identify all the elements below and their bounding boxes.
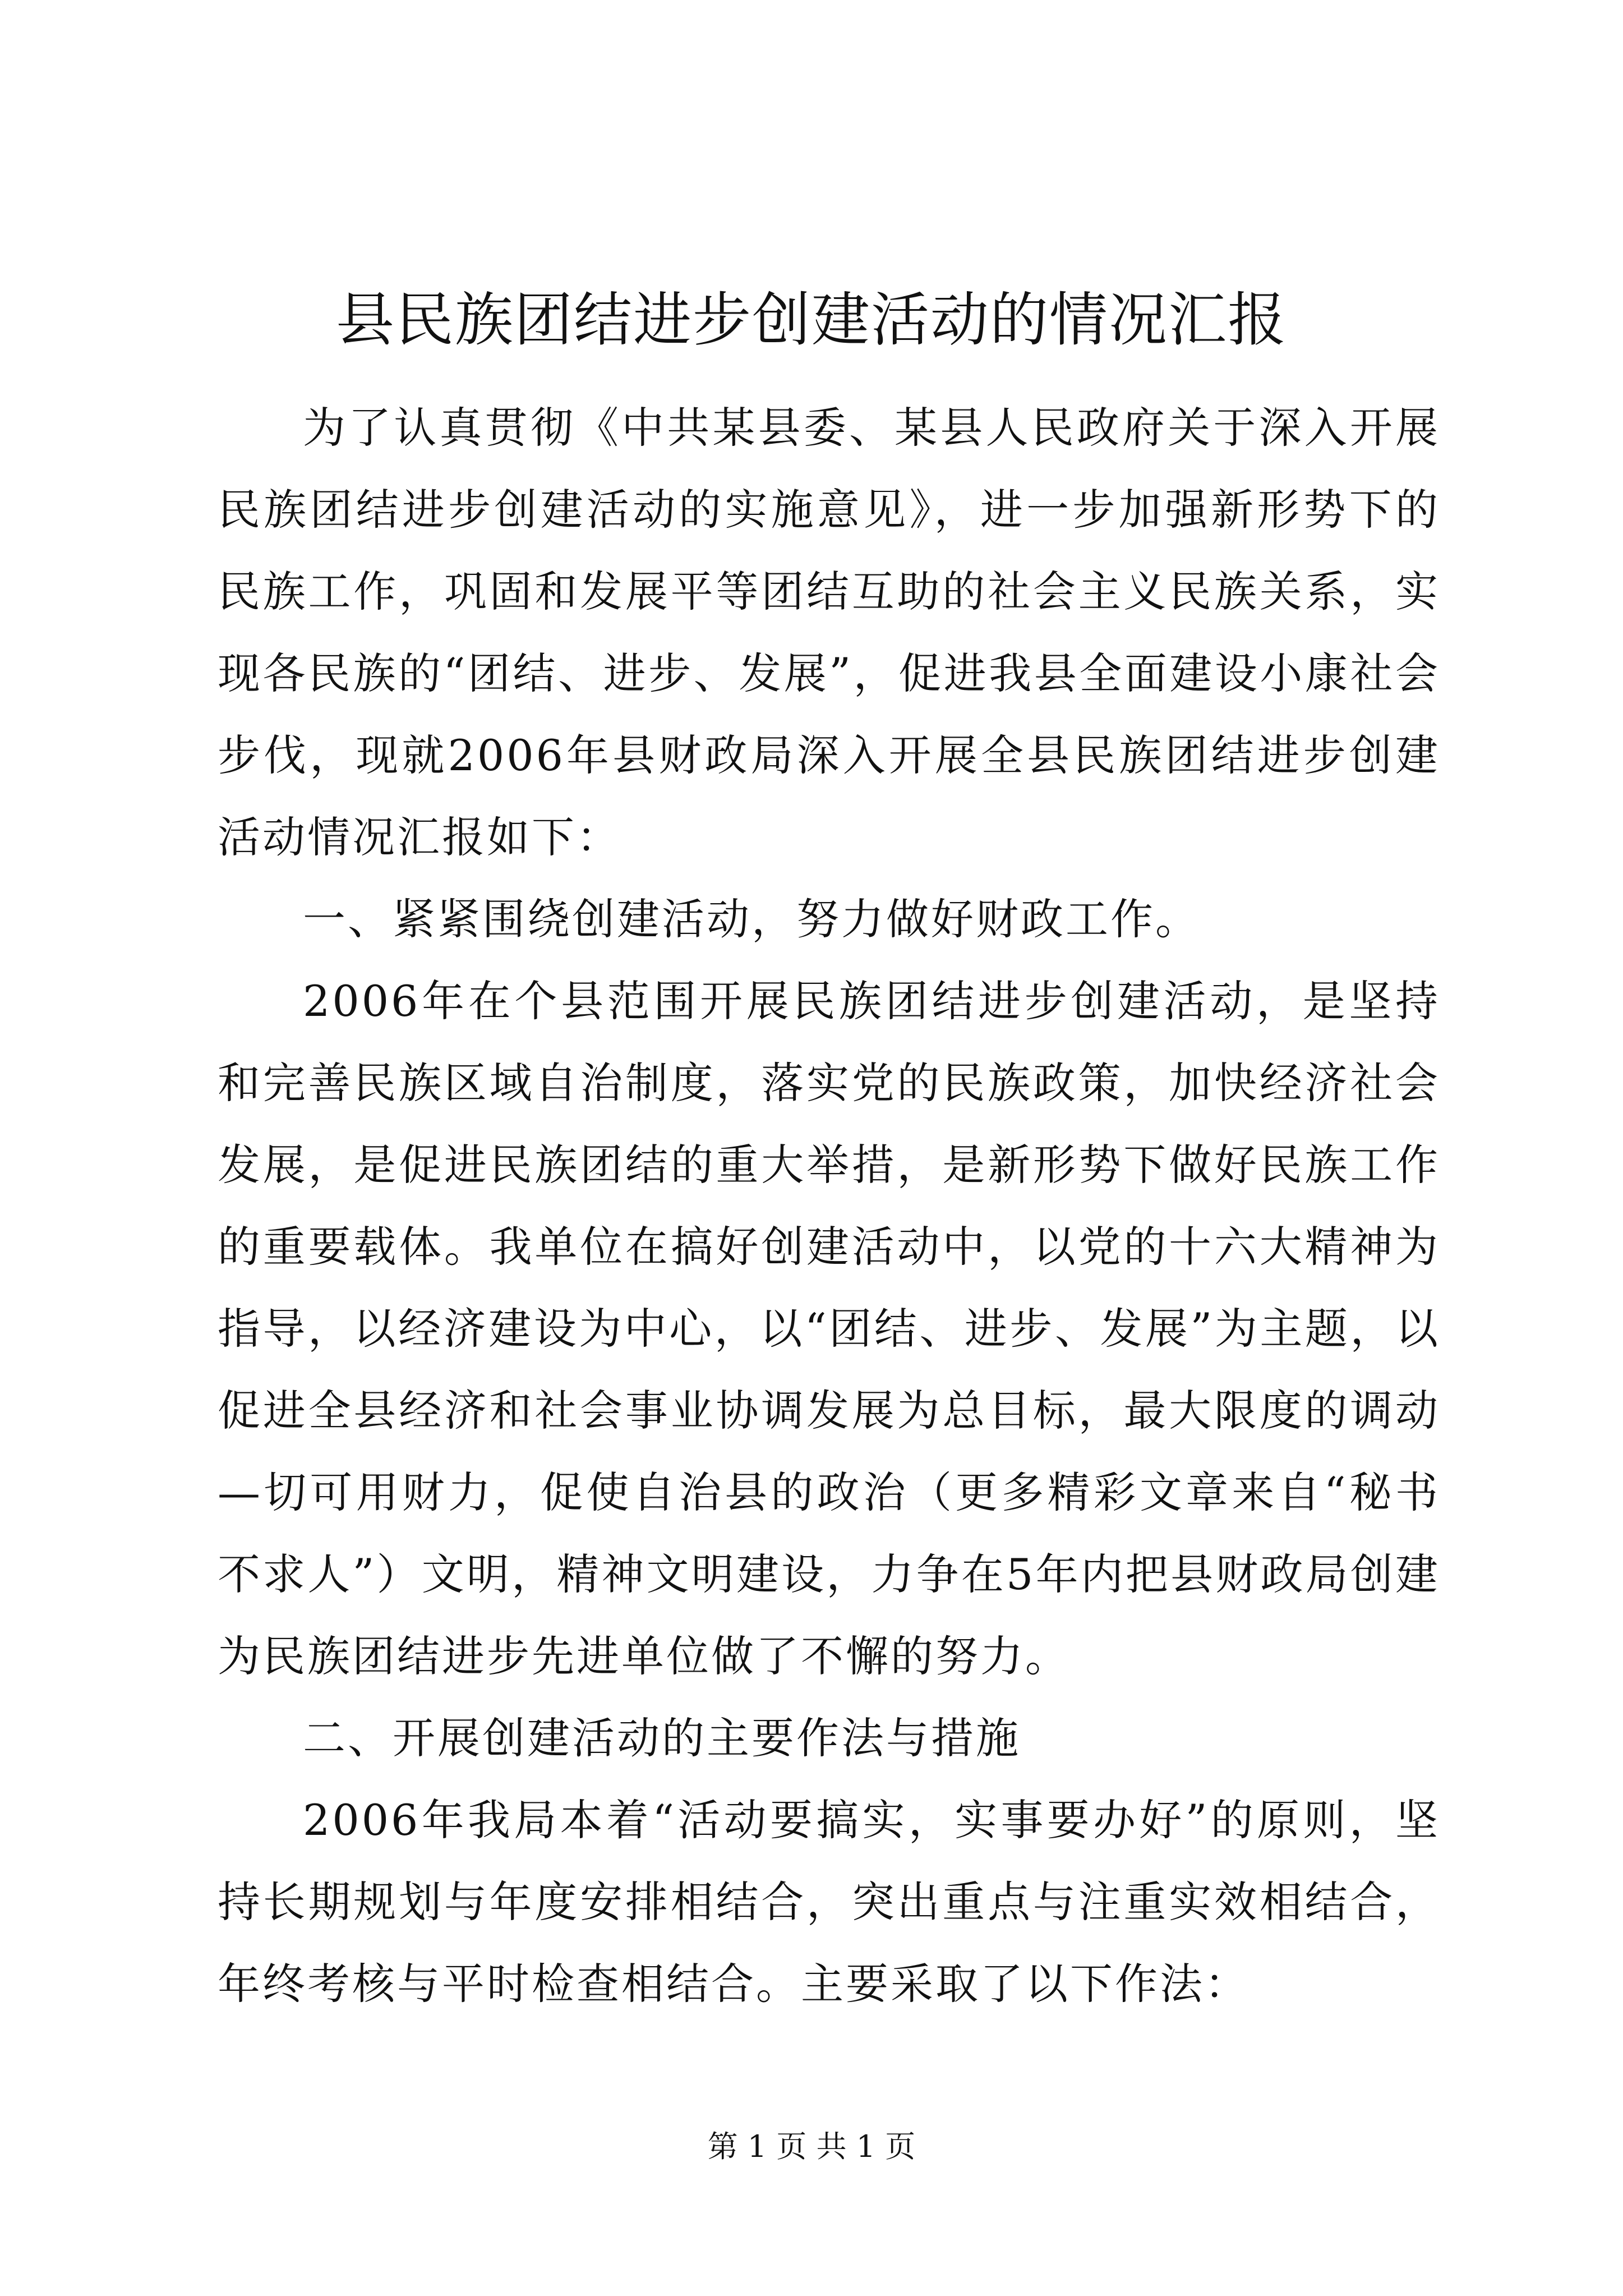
paragraph-section-2: 2006年我局本着“活动要搞实，实事要办好”的原则，坚持长期规划与年度安排相结合，突出重点与注重实效相结合，年终考核与平时检查相结合。主要采取了以下作法： xyxy=(218,1795,1440,2009)
paragraph-intro: 为了认真贯彻《中共某县委、某县人民政府关于深入开展民族团结进步创建活动的实施意见》，进一步加强新形势下的民族工作，巩固和发展平等团结互助的社会主义民族关系，实现各民族的“团结、进步、发展”，促进我县全面建设小康社会步伐，现就2006年县财政局深入开展全县民族团结进步创建活动情况汇报如下： xyxy=(218,403,1440,862)
paragraph-section-1: 2006年在个县范围开展民族团结进步创建活动，是坚持和完善民族区域自治制度，落实党的民族政策，加快经济社会发展，是促进民族团结的重大举措，是新形势下做好民族工作的重要载体。我单位在搞好创建活动中，以党的十六大精神为指导，以经济建设为中心，以“团结、进步、发展”为主题，以促进全县经济和社会事业协调发展为总目标，最大限度的调动—切可用财力，促使自治县的政治（更多精彩文章来自“秘书不求人”）文明，精神文明建设，力争在5年内把县财政局创建为民族团结进步先进单位做了不懈的努力。 xyxy=(218,976,1440,1681)
section-heading-2: 二、开展创建活动的主要作法与措施 xyxy=(303,1713,1021,1763)
document-title: 县民族团结进步创建活动的情况汇报 xyxy=(335,286,1287,354)
section-heading-1: 一、紧紧围绕创建活动，努力做好财政工作。 xyxy=(303,894,1200,944)
document-body xyxy=(218,387,1440,2025)
page-footer: 第 1 页 共 1 页 xyxy=(707,2129,916,2164)
